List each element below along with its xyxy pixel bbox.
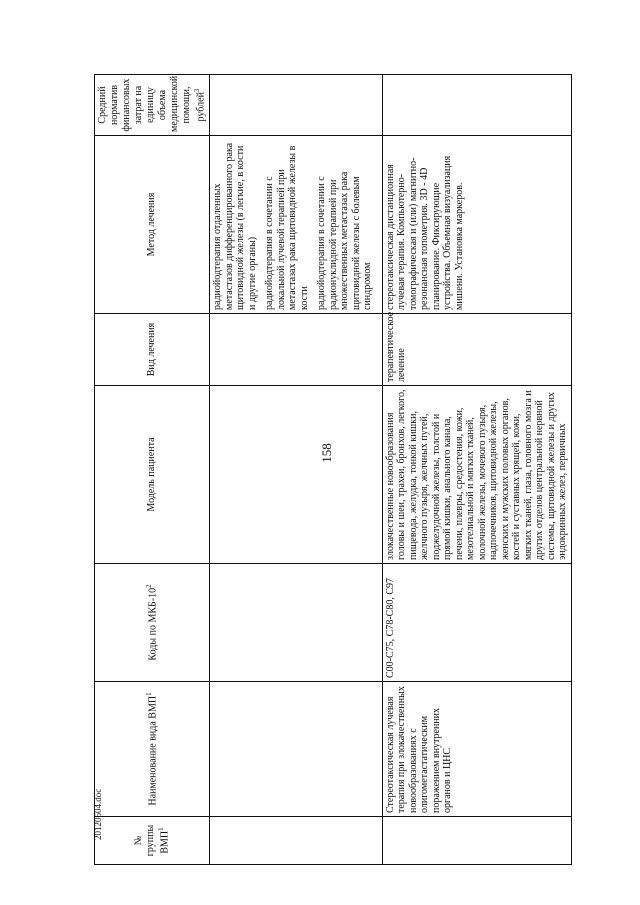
table-row-continued bbox=[210, 75, 383, 865]
cell-treatment-type: терапевтическое лечение bbox=[382, 314, 571, 386]
page-number: 158 bbox=[319, 443, 334, 463]
header-treatment-method: Метод лечения bbox=[95, 136, 210, 314]
cell-group-no bbox=[382, 817, 571, 865]
method-item: радиойодтерапия в сочетании с локальной лучевой терапией при метастазах рака щитовидной железы в кости bbox=[264, 145, 310, 310]
header-icd-codes: Коды по МКБ-$10^2$ bbox=[95, 564, 210, 682]
cell-icd-codes: C00-C75, C78-C80, C97 bbox=[382, 564, 571, 682]
vmp-table bbox=[94, 74, 572, 865]
table-header-row bbox=[95, 75, 210, 865]
header-vmp-name: Наименование вида ВМП$^1$ bbox=[95, 682, 210, 817]
rotated-table-wrapper bbox=[94, 75, 569, 865]
header-treatment-type: Вид лечения bbox=[95, 314, 210, 386]
header-avg-cost: Средний норматив финансовых затрат на единицу объема медицинской помощи, рублей$^3$ bbox=[95, 75, 210, 136]
method-item: радиойодтерапия в сочетании с радионуклидной терапией при множественных метастазах рака щитовидной железы с болевым синдромом bbox=[316, 171, 374, 310]
cell-avg-cost bbox=[382, 75, 571, 136]
header-patient-model: Модель пациента bbox=[95, 386, 210, 564]
cell-patient-model: злокачественные новообразования головы и шеи, трахеи, бронхов, легкого, пищевода, желудка, тонкой кишки, желчного пузыря, желчных путей, поджелудочной железы, толстой и прямой кишки, анального канала, печени, плевры, средостения, кожи, мезотелиальной и мягких тканей, молочной железы, мочевого пузыря, надпочечников, щитовидной железы, женских и мужских половых органов, костей и суставных хрящей, кожи, мягких тканей, глаза, головного мозга и других отделов центральной нервной системы, щитовидной железы и других эндокринных желез, первичных bbox=[382, 386, 571, 564]
cell-vmp-name: Стереотаксическая лучевая терапия при злокачественных новообразованиях с олигометастатическим поражением внутренних органов и ЦНС bbox=[382, 682, 571, 817]
cell-prev-methods bbox=[210, 136, 383, 314]
method-item: радиойодтерапия отдаленных метастазов дифференцированного рака щитовидной железы (в легкие, в кости и другие органы) bbox=[212, 142, 258, 310]
footer-doc-name: 20120504.doc bbox=[93, 788, 103, 840]
header-group-no: № группы ВМП$^1$ bbox=[95, 817, 210, 865]
cell-treatment-method: стереотаксическая дистанционная лучевая терапия. Компьютерно-томографическая и (или) магнитно-резонансная топометрия. 3D - 4D планирование. Фиксирующие устройства. Объемная визуализация мишени. Установка маркеров. bbox=[382, 136, 571, 314]
table-row bbox=[382, 75, 571, 865]
